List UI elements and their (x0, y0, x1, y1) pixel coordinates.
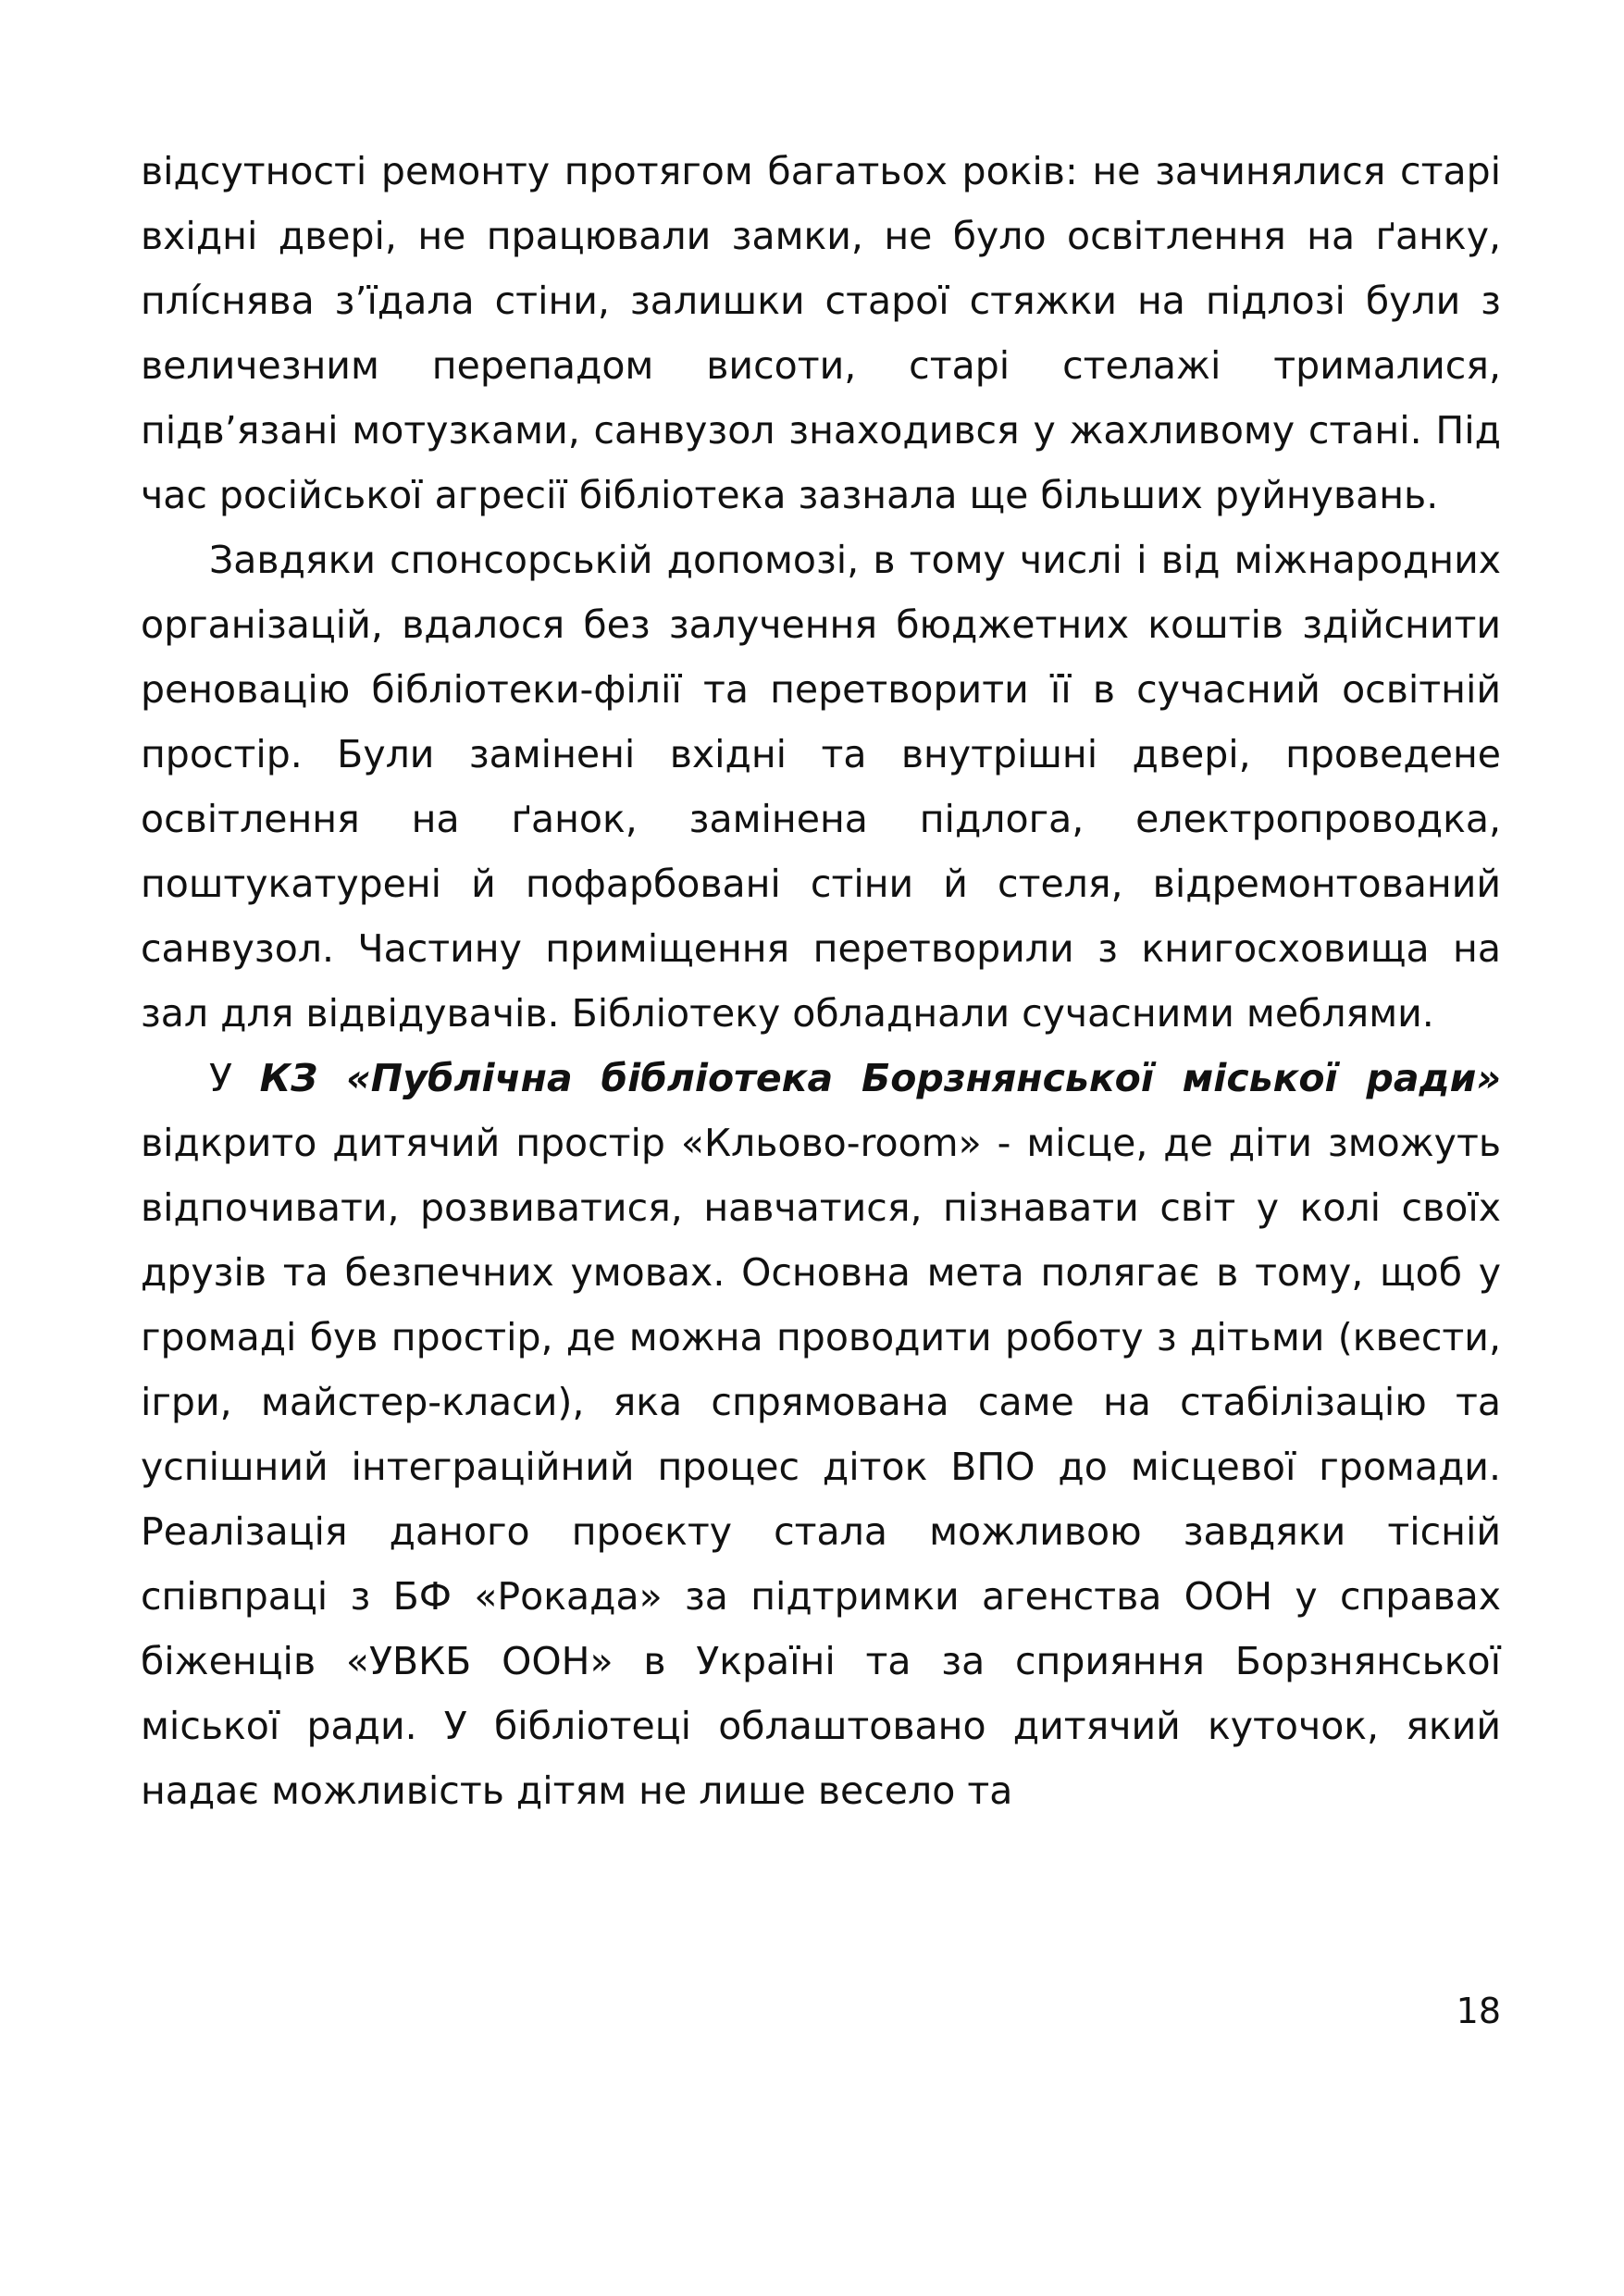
paragraph-2-text: Завдяки спонсорській допомозі, в тому числі і від міжнародних організацій, вдалося без залучення бюджетних коштів здійснити реновацію бібліотеки-філії та перетворити її в сучасний освітній простір. Були замінені вхідні та внутрішні двері, проведене освітлення на ґанок, замінена підлога, електропроводка, поштукатурені й пофарбовані стіни й стеля, відремонтований санвузол. Частину приміщення перетворили з книгосховища на зал для відвідувачів. Бібліотеку обладнали сучасними меблями. (141, 538, 1501, 1036)
paragraph-3-prefix: У (209, 1056, 260, 1100)
paragraph-1-text: відсутності ремонту протягом багатьох років: не зачинялися старі вхідні двері, не працювали замки, не було освітлення на ґанку, плíснява з’їдала стіни, залишки старої стяжки на підлозі були з величезним перепадом висоти, старі стелажі трималися, підв’язані мотузками, санвузол знаходився у жахливому стані. Під час російської агресії бібліотека зазнала ще більших руйнувань. (141, 149, 1501, 517)
document-body (141, 139, 1501, 1823)
paragraph-1 (141, 139, 1501, 527)
paragraph-3-text: відкрито дитячий простір «Кльово-room» - місце, де діти зможуть відпочивати, розвиватися, навчатися, пізнавати світ у колі своїх друзів та безпечних умовах. Основна мета полягає в тому, щоб у громаді був простір, де можна проводити роботу з дітьми (квести, ігри, майстер-класи), яка спрямована саме на стабілізацію та успішний інтеграційний процес діток ВПО до місцевої громади. Реалізація даного проєкту стала можливою завдяки тісній співпраці з БФ «Рокада» за підтримки агенства ООН у справах біженців «УВКБ ООН» в Україні та за сприяння Борзнянської міської ради. У бібліотеці облаштовано дитячий куточок, який надає можливість дітям не лише весело та (141, 1121, 1501, 1813)
institution-name-emphasis: КЗ «Публічна бібліотека Борзнянської міської ради» (259, 1056, 1501, 1100)
paragraph-2 (141, 527, 1501, 1046)
page-number: 18 (1456, 1991, 1501, 2031)
paragraph-3 (141, 1046, 1501, 1823)
